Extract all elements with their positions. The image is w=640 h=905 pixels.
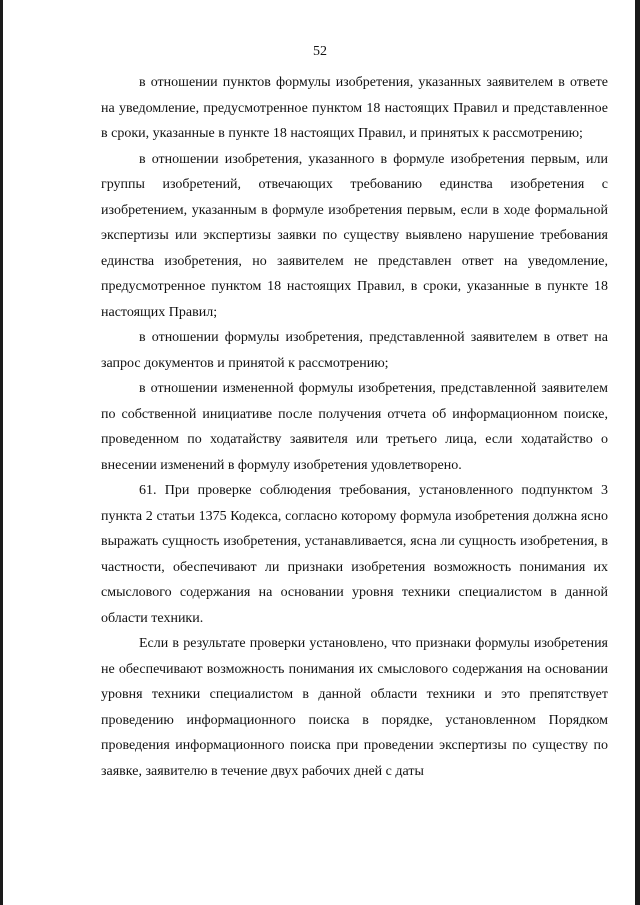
paragraph-check-result: Если в результате проверки установлено, что признаки формулы изобретения не обеспечивают возможность понимания их смыслового содержания на основании уровня техники специалистом в данной области техники и это препятствует проведению информационного поиска в порядке, установленном Порядком проведения информационного поиска при проведении экспертизы по существу по заявке, заявителю в течение двух рабочих дней с даты xyxy=(101,636,608,779)
paragraph-item-61: 61. При проверке соблюдения требования, установленного подпунктом 3 пункта 2 статьи 1375 Кодекса, согласно которому формула изобретения должна ясно выражать сущность изобретения, устанавливается, ясна ли сущность изобретения, в частности, обеспечивают ли признаки изобретения возможность понимания их смыслового содержания на основании уровня техники специалистом в данной области техники. xyxy=(101,483,608,626)
paragraph-amended-claims: в отношении измененной формулы изобретения, представленной заявителем по собственной инициативе после получения отчета об информационном поиске, проведенном по ходатайству заявителя или третьего лица, если ходатайство о внесении изменений в формулу изобретения удовлетворено. xyxy=(101,381,608,473)
document-body xyxy=(101,70,608,784)
paragraph-first-invention: в отношении изобретения, указанного в формуле изобретения первым, или группы изобретений, отвечающих требованию единства изобретения с изобретением, указанным в формуле изобретения первым, если в ходе формальной экспертизы или экспертизы заявки по существу выявлено нарушение требования единства изобретения, но заявителем не представлен ответ на уведомление, предусмотренное пунктом 18 настоящих Правил, в сроки, указанные в пункте 18 настоящих Правил; xyxy=(101,151,608,320)
paragraph-documents-request: в отношении формулы изобретения, представленной заявителем в ответ на запрос документов и принятой к рассмотрению; xyxy=(101,330,608,371)
scan-border-left xyxy=(0,0,3,905)
page-number: 52 xyxy=(313,44,327,59)
scan-border-right xyxy=(635,0,640,905)
paragraph-claims-response: в отношении пунктов формулы изобретения, указанных заявителем в ответе на уведомление, предусмотренное пунктом 18 настоящих Правил и представленное в сроки, указанные в пункте 18 настоящих Правил, и принятых к рассмотрению; xyxy=(101,75,608,141)
